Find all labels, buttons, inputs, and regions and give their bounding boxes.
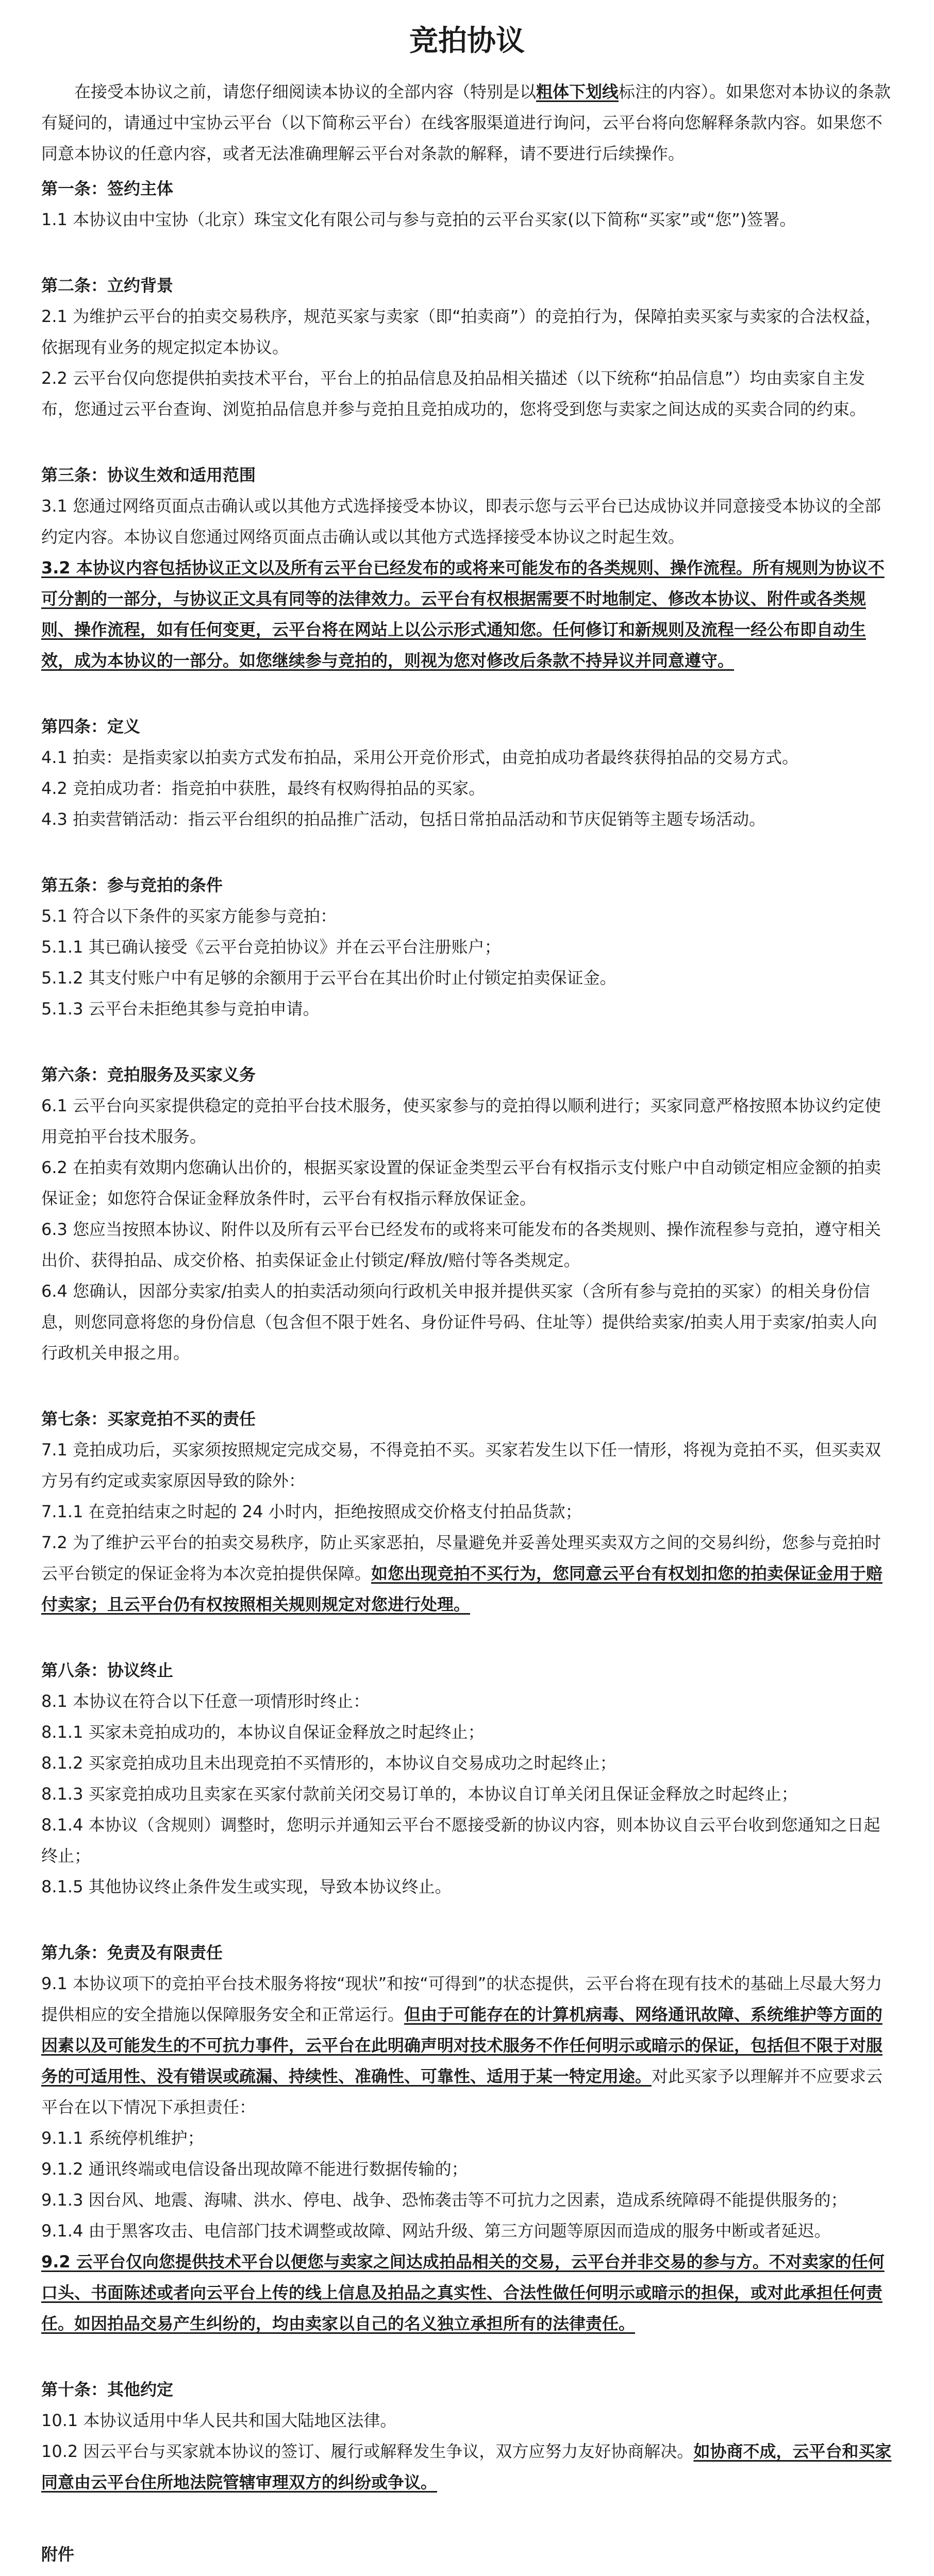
clause-3-1: 3.1 您通过网络页面点击确认或以其他方式选择接受本协议，即表示您与云平台已达成协议并同意接受本协议的全部约定内容。本协议自您通过网络页面点击确认或以其他方式选择接受本协议之时起生效。 bbox=[41, 496, 881, 547]
clause-8-1-4: 8.1.4 本协议（含规则）调整时，您明示并通知云平台不愿接受新的协议内容，则本协议自云平台收到您通知之日起终止； bbox=[41, 1815, 880, 1866]
intro-text-a: 在接受本协议之前，请您仔细阅读本协议的全部内容（特别是以 bbox=[74, 82, 537, 101]
section-2-heading: 第二条：立约背景 bbox=[41, 276, 174, 295]
clause-9-1-emphasis: 但由于可能存在的计算机病毒、网络通讯故障、系统维护等方面的因素以及可能发生的不可抗力事件，云平台在此明确声明对技术服务不作任何明示或暗示的保证，包括但不限于对服务的可适用性、没有错误或疏漏、持续性、准确性、可靠性、适用于某一特定用途。 bbox=[41, 2005, 883, 2086]
clause-3-2: 3.2 本协议内容包括协议正文以及所有云平台已经发布的或将来可能发布的各类规则、操作流程。所有规则为协议不可分割的一部分，与协议正文具有同等的法律效力。云平台有权根据需要不时地制定、修改本协议、附件或各类规则、操作流程，如有任何变更，云平台将在网站上以公示形式通知您。任何修订和新规则及流程一经公布即自动生效，成为本协议的一部分。如您继续参与竞拍的，则视为您对修改后条款不持异议并同意遵守。 bbox=[41, 558, 885, 670]
section-5-heading: 第五条：参与竞拍的条件 bbox=[41, 875, 223, 895]
section-7-heading: 第七条：买家竞拍不买的责任 bbox=[41, 1409, 256, 1429]
clause-5-1: 5.1 符合以下条件的买家方能参与竞拍： bbox=[41, 906, 337, 926]
intro-paragraph bbox=[41, 76, 893, 169]
clause-7-2 bbox=[41, 1527, 893, 1620]
page-title: 竞拍协议 bbox=[409, 24, 525, 58]
clause-8-1-1: 8.1.1 买家未竞拍成功的，本协议自保证金释放之时起终止； bbox=[41, 1722, 485, 1742]
clause-10-1: 10.1 本协议适用中华人民共和国大陆地区法律。 bbox=[41, 2411, 397, 2430]
clause-5-1-2: 5.1.2 其支付账户中有足够的余额用于云平台在其出价时止付锁定拍卖保证金。 bbox=[41, 968, 616, 988]
section-3-heading: 第三条：协议生效和适用范围 bbox=[41, 465, 256, 485]
clause-6-1: 6.1 云平台向买家提供稳定的竞拍平台技术服务，使买家参与的竞拍得以顺利进行；买家同意严格按照本协议约定使用竞拍平台技术服务。 bbox=[41, 1096, 881, 1146]
clause-6-2: 6.2 在拍卖有效期内您确认出价的，根据买家设置的保证金类型云平台有权指示支付账户中自动锁定相应金额的拍卖保证金；如您符合保证金释放条件时，云平台有权指示释放保证金。 bbox=[41, 1158, 881, 1208]
clause-9-1-text: 9.1 本协议项下的竞拍平台技术服务将按“现状”和按“可得到”的状态提供，云平台将在现有技术的基础上尽最大努力提供相应的安全措施以保障服务安全和正常运行。 bbox=[41, 1974, 882, 2024]
clause-2-1: 2.1 为维护云平台的拍卖交易秩序，规范买家与卖家（即“拍卖商”）的竞拍行为，保障拍卖买家与卖家的合法权益，依据现有业务的规定拟定本协议。 bbox=[41, 307, 882, 357]
section-10-heading: 第十条：其他约定 bbox=[41, 2380, 174, 2399]
section-8-heading: 第八条：协议终止 bbox=[41, 1660, 174, 1680]
clause-6-3: 6.3 您应当按照本协议、附件以及所有云平台已经发布的或将来可能发布的各类规则、操作流程参与竞拍，遵守相关出价、获得拍品、成交价格、拍卖保证金止付锁定/释放/赔付等各类规定。 bbox=[41, 1219, 881, 1270]
clause-9-1 bbox=[41, 1968, 893, 2123]
clause-5-1-3: 5.1.3 云平台未拒绝其参与竞拍申请。 bbox=[41, 999, 320, 1019]
clause-5-1-1: 5.1.1 其已确认接受《云平台竞拍协议》并在云平台注册账户； bbox=[41, 937, 501, 957]
clause-4-1: 4.1 拍卖：是指卖家以拍卖方式发布拍品，采用公开竞价形式，由竞拍成功者最终获得拍品的交易方式。 bbox=[41, 748, 799, 767]
clause-7-1-1: 7.1.1 在竞拍结束之时起的 24 小时内，拒绝按照成交价格支付拍品货款； bbox=[41, 1502, 582, 1521]
clause-9-1-3: 9.1.3 因台风、地震、海啸、洪水、停电、战争、恐怖袭击等不可抗力之因素，造成系统障碍不能提供服务的； bbox=[41, 2190, 847, 2210]
clause-8-1-2: 8.1.2 买家竞拍成功且未出现竞拍不买情形的，本协议自交易成功之时起终止； bbox=[41, 1753, 616, 1773]
clause-4-3: 4.3 拍卖营销活动：指云平台组织的拍品推广活动，包括日常拍品活动和节庆促销等主题专场活动。 bbox=[41, 809, 766, 829]
clause-10-2 bbox=[41, 2436, 893, 2498]
section-6-heading: 第六条：竞拍服务及买家义务 bbox=[41, 1065, 256, 1084]
clause-8-1: 8.1 本协议在符合以下任意一项情形时终止： bbox=[41, 1691, 370, 1711]
intro-text-b: 标注的内容）。如果您对本协议的条款有疑问的，请通过中宝协云平台（以下简称云平台）在线客服渠道进行询问，云平台将向您解释条款内容。如果您不同意本协议的任意内容，或者无法准确理解云平台对条款的解释，请不要进行后续操作。 bbox=[41, 82, 891, 163]
clause-6-4: 6.4 您确认，因部分卖家/拍卖人的拍卖活动须向行政机关申报并提供买家（含所有参与竞拍的买家）的相关身份信息，则您同意将您的身份信息（包含但不限于姓名、身份证件号码、住址等）提供给卖家/拍卖人用于卖家/拍卖人向行政机关申报之用。 bbox=[41, 1281, 877, 1363]
section-4-heading: 第四条：定义 bbox=[41, 717, 141, 736]
clause-8-1-5: 8.1.5 其他协议终止条件发生或实现，导致本协议终止。 bbox=[41, 1877, 452, 1896]
clause-1-1: 1.1 本协议由中宝协（北京）珠宝文化有限公司与参与竞拍的云平台买家(以下简称“买家”或“您”)签署。 bbox=[41, 210, 796, 229]
clause-9-2: 9.2 云平台仅向您提供技术平台以便您与卖家之间达成拍品相关的交易，云平台并非交易的参与方。不对卖家的任何口头、书面陈述或者向云平台上传的线上信息及拍品之真实性、合法性做任何明示或暗示的担保，或对此承担任何责任。如因拍品交易产生纠纷的，均由卖家以自己的名义独立承担所有的法律责任。 bbox=[41, 2252, 885, 2333]
clause-7-1: 7.1 竞拍成功后，买家须按照规定完成交易，不得竞拍不买。买家若发生以下任一情形，将视为竞拍不买，但买卖双方另有约定或卖家原因导致的除外： bbox=[41, 1440, 881, 1490]
clause-4-2: 4.2 竞拍成功者：指竞拍中获胜，最终有权购得拍品的买家。 bbox=[41, 778, 486, 798]
clause-9-1-4: 9.1.4 由于黑客攻击、电信部门技术调整或故障、网站升级、第三方问题等原因而造成的服务中断或者延迟。 bbox=[41, 2221, 831, 2241]
intro-emphasis: 粗体下划线 bbox=[536, 82, 619, 101]
appendix-heading: 附件 bbox=[41, 2545, 75, 2564]
clause-9-1-2: 9.1.2 通讯终端或电信设备出现故障不能进行数据传输的； bbox=[41, 2159, 468, 2179]
clause-9-1-tail: 对此买家予以理解并不应要求云平台在以下情况下承担责任： bbox=[41, 2066, 883, 2117]
section-9-heading: 第九条：免责及有限责任 bbox=[41, 1943, 223, 1962]
clause-9-1-1: 9.1.1 系统停机维护； bbox=[41, 2128, 204, 2148]
clause-7-2-emphasis: 如您出现竞拍不买行为，您同意云平台有权划扣您的拍卖保证金用于赔付卖家；且云平台仍有权按照相关规则规定对您进行处理。 bbox=[41, 1564, 883, 1614]
clause-10-2-emphasis: 如协商不成，云平台和买家同意由云平台住所地法院管辖审理双方的纠纷或争议。 bbox=[41, 2442, 892, 2492]
clause-10-2-text: 10.2 因云平台与买家就本协议的签订、履行或解释发生争议，双方应努力友好协商解决。 bbox=[41, 2442, 694, 2461]
clause-2-2: 2.2 云平台仅向您提供拍卖技术平台，平台上的拍品信息及拍品相关描述（以下统称“拍品信息”）均由卖家自主发布，您通过云平台查询、浏览拍品信息并参与竞拍且竞拍成功的，您将受到您与卖家之间达成的买卖合同的约束。 bbox=[41, 368, 866, 419]
clause-7-2-text: 7.2 为了维护云平台的拍卖交易秩序，防止买家恶拍，尽量避免并妥善处理买卖双方之间的交易纠纷，您参与竞拍时云平台锁定的保证金将为本次竞拍提供保障。 bbox=[41, 1533, 881, 1583]
section-1-heading: 第一条：签约主体 bbox=[41, 179, 174, 198]
clause-8-1-3: 8.1.3 买家竞拍成功且卖家在买家付款前关闭交易订单的，本协议自订单关闭且保证金释放之时起终止； bbox=[41, 1784, 798, 1804]
